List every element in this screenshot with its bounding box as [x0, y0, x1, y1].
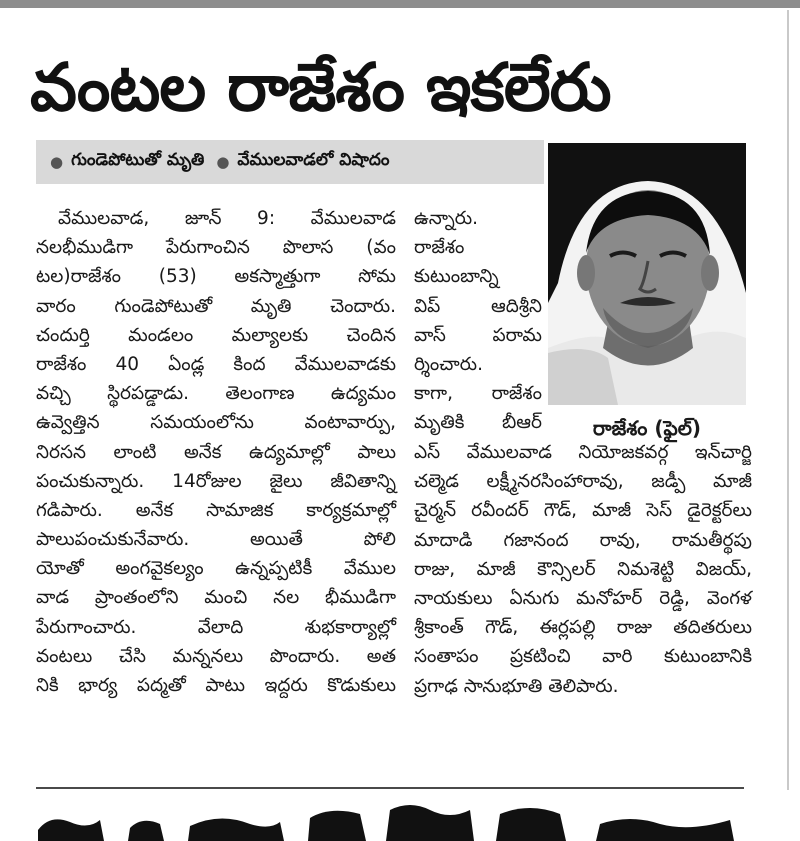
cropped-headline-glyphs — [30, 800, 770, 841]
body-line: పంచుకున్నారు. 14రోజుల జైలు జీవితాన్ని — [36, 470, 396, 492]
body-line: వాస్ పరామ — [414, 324, 542, 346]
portrait-image — [548, 143, 746, 405]
bullet-icon: ● — [50, 153, 64, 171]
body-column-middle — [414, 204, 542, 438]
body-line: నికి భార్య పద్మతో పాటు ఇద్దరు కొడుకులు — [36, 675, 396, 696]
body-line: విప్ ఆదిశ్రీని — [414, 295, 542, 317]
subhead-2: వేములవాడలో విషాదం — [237, 150, 390, 170]
body-line: కుటుంబాన్ని — [414, 266, 499, 288]
body-line: వాడ ప్రాంతంలోని మంచి నల భీముడిగా — [36, 587, 396, 609]
body-column-wide — [414, 438, 752, 701]
body-line: మృతికి బీఆర్ — [414, 412, 542, 434]
body-line: రాజేశం — [414, 237, 465, 259]
body-line: ప్రగాఢ సానుభూతి తెలిపారు. — [414, 675, 619, 697]
body-line: నలభీముడిగా పేరుగాంచిన పొలాస (వం — [36, 237, 396, 259]
body-line: వారం గుండెపోటుతో మృతి చెందారు. — [36, 295, 396, 317]
body-line: పేరుగాంచారు. వేలాది శుభకార్యాల్లో — [36, 616, 396, 638]
body-line: నాయకులు ఏనుగు మనోహర్ రెడ్డి, వెంగళ — [414, 587, 752, 609]
body-line: వచ్చి స్థిరపడ్డాడు. తెలంగాణ ఉద్యమం — [36, 383, 396, 405]
body-line: చందుర్తి మండలం మల్యాలకు చెందిన — [36, 324, 396, 346]
body-line: గడిపారు. అనేక సామాజిక కార్యక్రమాల్లో — [36, 499, 396, 521]
body-line: వేములవాడ, జూన్ 9: వేములవాడ — [58, 208, 396, 229]
column-edge-rule — [787, 10, 789, 790]
body-line: సంతాపం ప్రకటించి వారి కుటుంబానికి — [414, 646, 752, 668]
subhead-bar — [36, 140, 544, 184]
body-line: టల)రాజేశం (53) అకస్మాత్తుగా సోమ — [36, 266, 396, 288]
body-line: ఉవ్వెత్తిన సమయంలోను వంటావార్పు, — [36, 412, 396, 434]
article-divider — [36, 787, 744, 789]
body-line: ర్శించారు. — [414, 353, 483, 375]
body-line: రాజేశం 40 ఏండ్ల కింద వేములవాడకు — [36, 353, 396, 375]
body-line: చైర్మన్ రవీందర్ గౌడ్, మాజీ సెస్ డైరెక్టర్‌లు — [414, 500, 752, 522]
body-line: చల్మెడ లక్ష్మీనరసింహారావు, జడ్పీ మాజీ — [414, 471, 752, 493]
body-column-left — [36, 204, 396, 700]
subhead-1: గుండెపోటుతో మృతి — [71, 150, 205, 170]
body-line: ఎస్ వేములవాడ నియోజకవర్గ ఇన్‌చార్జి — [414, 442, 752, 463]
body-line: పాలుపంచుకునేవారు. అయితే పోలి — [36, 529, 396, 551]
photo-caption: రాజేశం (ఫైల్) — [592, 416, 702, 440]
body-line: మాదాడి గజానంద రావు, రామతీర్థపు — [414, 529, 752, 551]
portrait-photo — [548, 143, 746, 405]
article-headline: వంటల రాజేశం ఇకలేరు — [30, 49, 611, 126]
body-line: నిరసన లాంటి అనేక ఉద్యమాల్లో పాలు — [36, 441, 396, 463]
next-article-headline-fragment — [30, 800, 770, 841]
body-line: ఉన్నారు. — [414, 208, 479, 229]
bullet-icon: ● — [216, 153, 230, 171]
top-page-rule — [0, 0, 800, 8]
body-line: యోతో అంగవైకల్యం ఉన్నప్పటికీ వేముల — [36, 558, 396, 580]
body-line: రాజు, మాజీ కౌన్సిలర్ నిమశెట్టి విజయ్, — [414, 558, 752, 580]
body-line: వంటలు చేసి మన్ననలు పొందారు. అత — [36, 645, 396, 667]
body-line: కాగా, రాజేశం — [414, 383, 542, 405]
body-line: శ్రీకాంత్ గౌడ్, ఈర్లపల్లి రాజు తదితరులు — [414, 617, 752, 639]
